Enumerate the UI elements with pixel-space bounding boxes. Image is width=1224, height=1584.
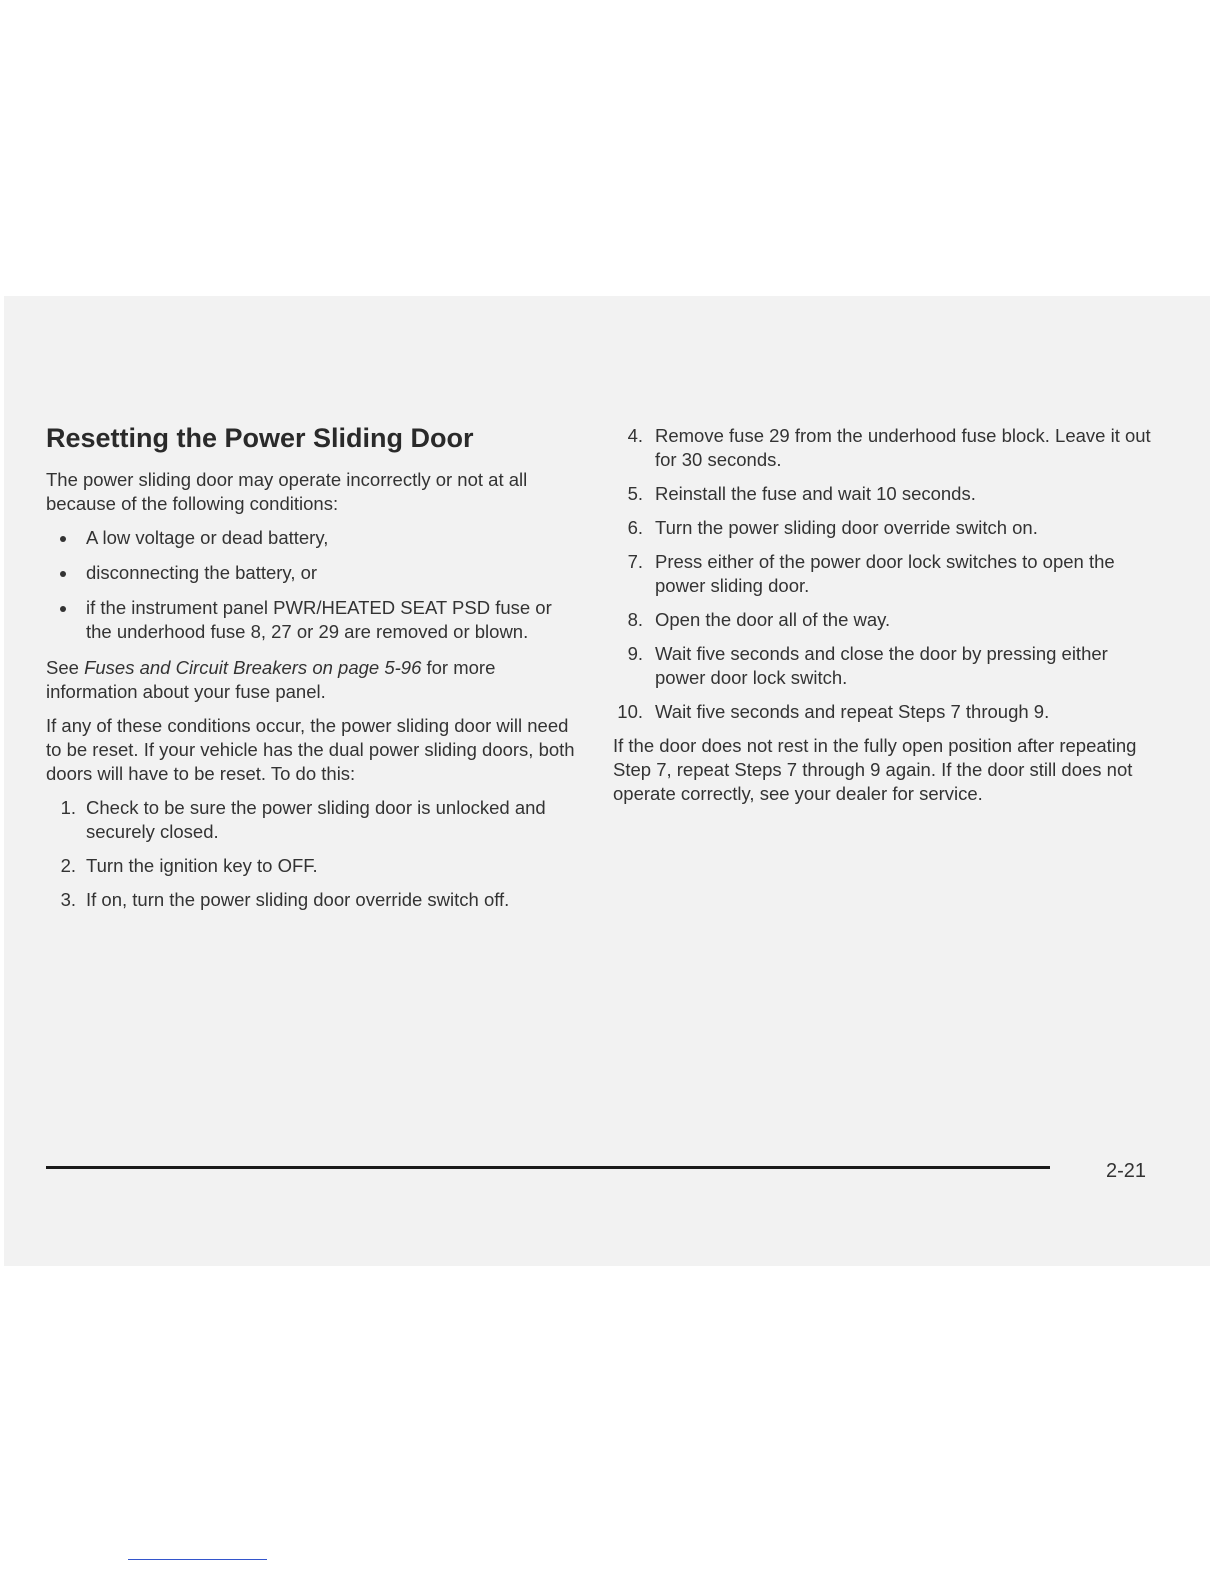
step-item	[613, 482, 1158, 506]
step-number: 1.	[60, 797, 76, 818]
condition-text: disconnecting the battery, or	[86, 562, 318, 583]
bullet-icon	[60, 606, 66, 612]
list-item	[46, 526, 581, 550]
bullet-icon	[60, 536, 66, 542]
step-number: 2.	[60, 855, 76, 876]
conditions-list	[46, 526, 581, 644]
step-text: Remove fuse 29 from the underhood fuse block. Leave it out for 30 seconds.	[655, 425, 1151, 470]
see-reference-paragraph	[46, 656, 581, 704]
step-text: If on, turn the power sliding door override switch off.	[86, 889, 510, 910]
section-heading: Resetting the Power Sliding Door	[46, 423, 474, 453]
step-item	[613, 608, 1158, 632]
condition-text: A low voltage or dead battery,	[86, 527, 329, 548]
step-number: 8.	[627, 609, 643, 630]
page-number: 2-21	[1106, 1160, 1147, 1182]
step-item	[613, 424, 1158, 472]
right-column	[613, 424, 1158, 816]
step-number: 9.	[627, 643, 643, 664]
step-item	[46, 796, 581, 844]
step-text: Press either of the power door lock switches to open the power sliding door.	[655, 551, 1115, 596]
link-underline	[128, 1559, 267, 1560]
footer-rule	[46, 1166, 1050, 1169]
step-number: 5.	[627, 483, 643, 504]
bullet-icon	[60, 571, 66, 577]
step-item	[613, 642, 1158, 690]
step-number: 10.	[617, 701, 643, 722]
step-number: 3.	[60, 889, 76, 910]
condition-text: if the instrument panel PWR/HEATED SEAT PSD fuse or the underhood fuse 8, 27 or 29 are removed or blown.	[86, 597, 552, 642]
step-text: Check to be sure the power sliding door is unlocked and securely closed.	[86, 797, 546, 842]
intro-paragraph: The power sliding door may operate incorrectly or not at all because of the following conditions:	[46, 469, 528, 514]
step-number: 4.	[627, 425, 643, 446]
reset-paragraph: If any of these conditions occur, the power sliding door will need to be reset. If your vehicle has the dual power sliding doors, both doors will have to be reset. To do this:	[46, 715, 575, 784]
steps-list-left	[46, 796, 581, 912]
closing-paragraph: If the door does not rest in the fully open position after repeating Step 7, repeat Steps 7 through 9 again. If the door still does not operate correctly, see your dealer for service.	[613, 735, 1137, 804]
step-item	[613, 550, 1158, 598]
step-text: Open the door all of the way.	[655, 609, 891, 630]
steps-list-right	[613, 424, 1158, 724]
step-text: Reinstall the fuse and wait 10 seconds.	[655, 483, 976, 504]
step-text: Turn the power sliding door override switch on.	[655, 517, 1038, 538]
step-item	[46, 888, 581, 912]
step-text: Wait five seconds and close the door by pressing either power door lock switch.	[655, 643, 1108, 688]
step-item	[613, 700, 1158, 724]
step-text: Turn the ignition key to OFF.	[86, 855, 318, 876]
step-number: 7.	[627, 551, 643, 572]
list-item	[46, 596, 581, 644]
see-suffix: for more information about your fuse panel.	[46, 657, 496, 702]
step-item	[613, 516, 1158, 540]
left-column	[46, 420, 581, 922]
step-text: Wait five seconds and repeat Steps 7 through 9.	[655, 701, 1050, 722]
step-item	[46, 854, 581, 878]
see-prefix: See	[46, 657, 85, 678]
step-number: 6.	[627, 517, 643, 538]
cross-reference-link[interactable]: Fuses and Circuit Breakers on page 5-96	[84, 657, 422, 678]
list-item	[46, 561, 581, 585]
